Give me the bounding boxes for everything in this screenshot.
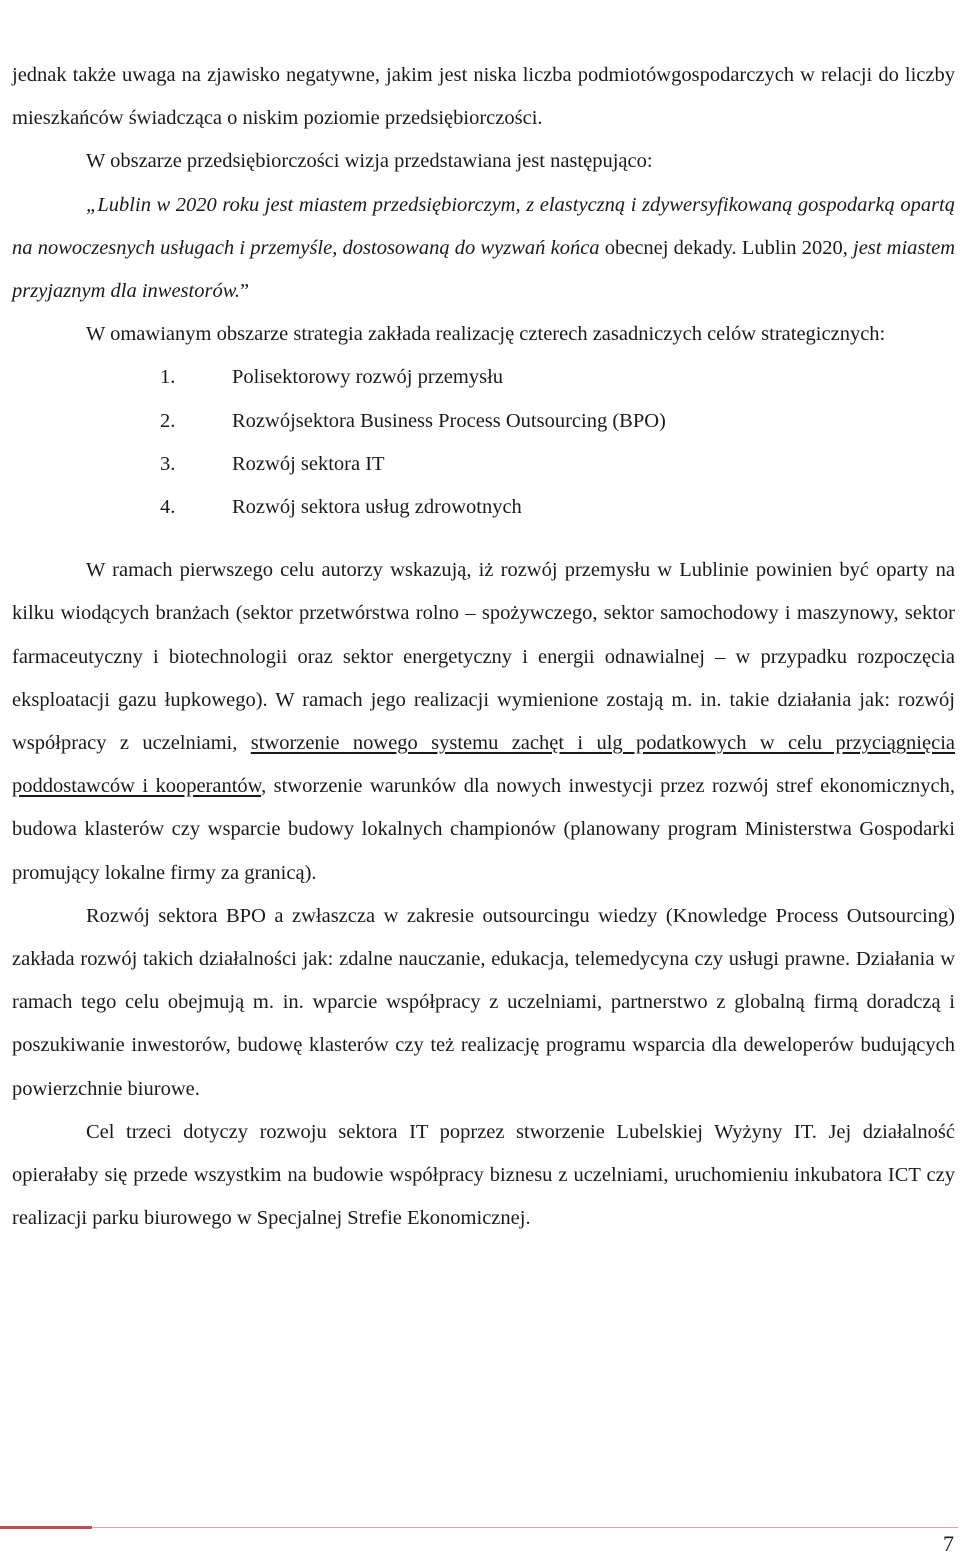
vision-quote-italic-end: jest miastem przyjaznym dla inwestorów. bbox=[12, 236, 955, 303]
footer-rule bbox=[0, 1527, 958, 1528]
document-page bbox=[12, 54, 955, 1240]
goal-one-underlined-text: stworzenie nowego systemu zachęt i ulg podatkowych w celu przyciągnięcia poddostawców i kooperantów bbox=[12, 731, 955, 798]
paragraph-goal-two: Rozwój sektora BPO a zwłaszcza w zakresie outsourcingu wiedzy (Knowledge Process Outsourcing) zakłada rozwój takich działalności jak: zdalne nauczanie, edukacja, telemedycyna czy usługi prawne. Działania w ramach tego celu obejmują m. in. wparcie współpracy z uczelniami, partnerstwo z globalną firmą doradczą i poszukiwanie inwestorów, budowę klasterów czy też realizację programu wsparcia dla deweloperów budujących powierzchnie biurowe. bbox=[12, 904, 955, 1100]
paragraph-continuation: jednak także uwaga na zjawisko negatywne, jakim jest niska liczba podmiotówgospodarczych w relacji do liczby mieszkańców świadcząca o niskim poziomie przedsiębiorczości. bbox=[12, 64, 955, 130]
list-item-text: Polisektorowy rozwój przemysłu bbox=[232, 366, 504, 389]
vision-quote-close: ” bbox=[239, 280, 250, 303]
goal-one-text-start: W ramach pierwszego celu autorzy wskazują, iż rozwój przemysłu w Lublinie powinien być oparty na kilku wiodących branżach (sektor przetwórstwa rolno – spożywczego, sektor samochodowy i maszynowy, sektor farmaceutyczny i biotechnologii oraz sektor energetyczny i energii odnawialnej – w przypadku rozpoczęcia eksploatacji gazu łupkowego). W ramach jego realizacji wymienione zostają m. in. takie działania jak: rozwój współpracy z uczelniami, bbox=[12, 559, 955, 754]
list-item-number: 1. bbox=[160, 366, 176, 389]
paragraph-goal-one bbox=[12, 549, 955, 895]
list-item bbox=[12, 443, 955, 486]
paragraph-goals-intro: W omawianym obszarze strategia zakłada realizację czterech zasadniczych celów strategicznych: bbox=[86, 323, 886, 346]
goal-one-text-end: , stworzenie warunków dla nowych inwestycji przez rozwój stref ekonomicznych, budowa klasterów czy wsparcie budowy lokalnych championów (planowany program Ministerstwa Gospodarki promujący lokalne firmy za granicą). bbox=[12, 775, 955, 884]
strategic-goals-list bbox=[12, 356, 955, 529]
paragraph-goal-three: Cel trzeci dotyczy rozwoju sektora IT poprzez stworzenie Lubelskiej Wyżyny IT. Jej działalność opierałaby się przede wszystkim na budowie współpracy biznesu z uczelniami, uruchomieniu inkubatora ICT czy realizacji parku biurowego w Specjalnej Strefie Ekonomicznej. bbox=[12, 1120, 955, 1230]
vision-quote-plain: obecnej dekady. Lublin 2020, bbox=[604, 236, 854, 259]
list-item-text: Rozwój sektora IT bbox=[232, 452, 385, 475]
list-item-number: 4. bbox=[160, 495, 176, 518]
list-item bbox=[12, 400, 955, 443]
page-number: 7 bbox=[943, 1531, 954, 1556]
list-item bbox=[12, 356, 955, 399]
paragraph-vision-intro: W obszarze przedsiębiorczości wizja przedstawiana jest następująco: bbox=[86, 150, 653, 173]
vision-quote bbox=[12, 184, 955, 314]
list-item-number: 3. bbox=[160, 452, 176, 475]
vision-quote-italic: „Lublin w 2020 roku jest miastem przedsiębiorczym, z elastyczną i zdywersyfikowaną gospodarką opartą na nowoczesnych usługach i przemyśle, dostosowaną do wyzwań końca bbox=[12, 193, 955, 259]
list-item-text: Rozwójsektora Business Process Outsourcing (BPO) bbox=[232, 409, 666, 432]
list-item-number: 2. bbox=[160, 409, 176, 432]
list-item bbox=[12, 486, 955, 529]
spacer bbox=[12, 529, 955, 549]
footer-rule-accent bbox=[0, 1526, 92, 1529]
list-item-text: Rozwój sektora usług zdrowotnych bbox=[232, 495, 522, 518]
